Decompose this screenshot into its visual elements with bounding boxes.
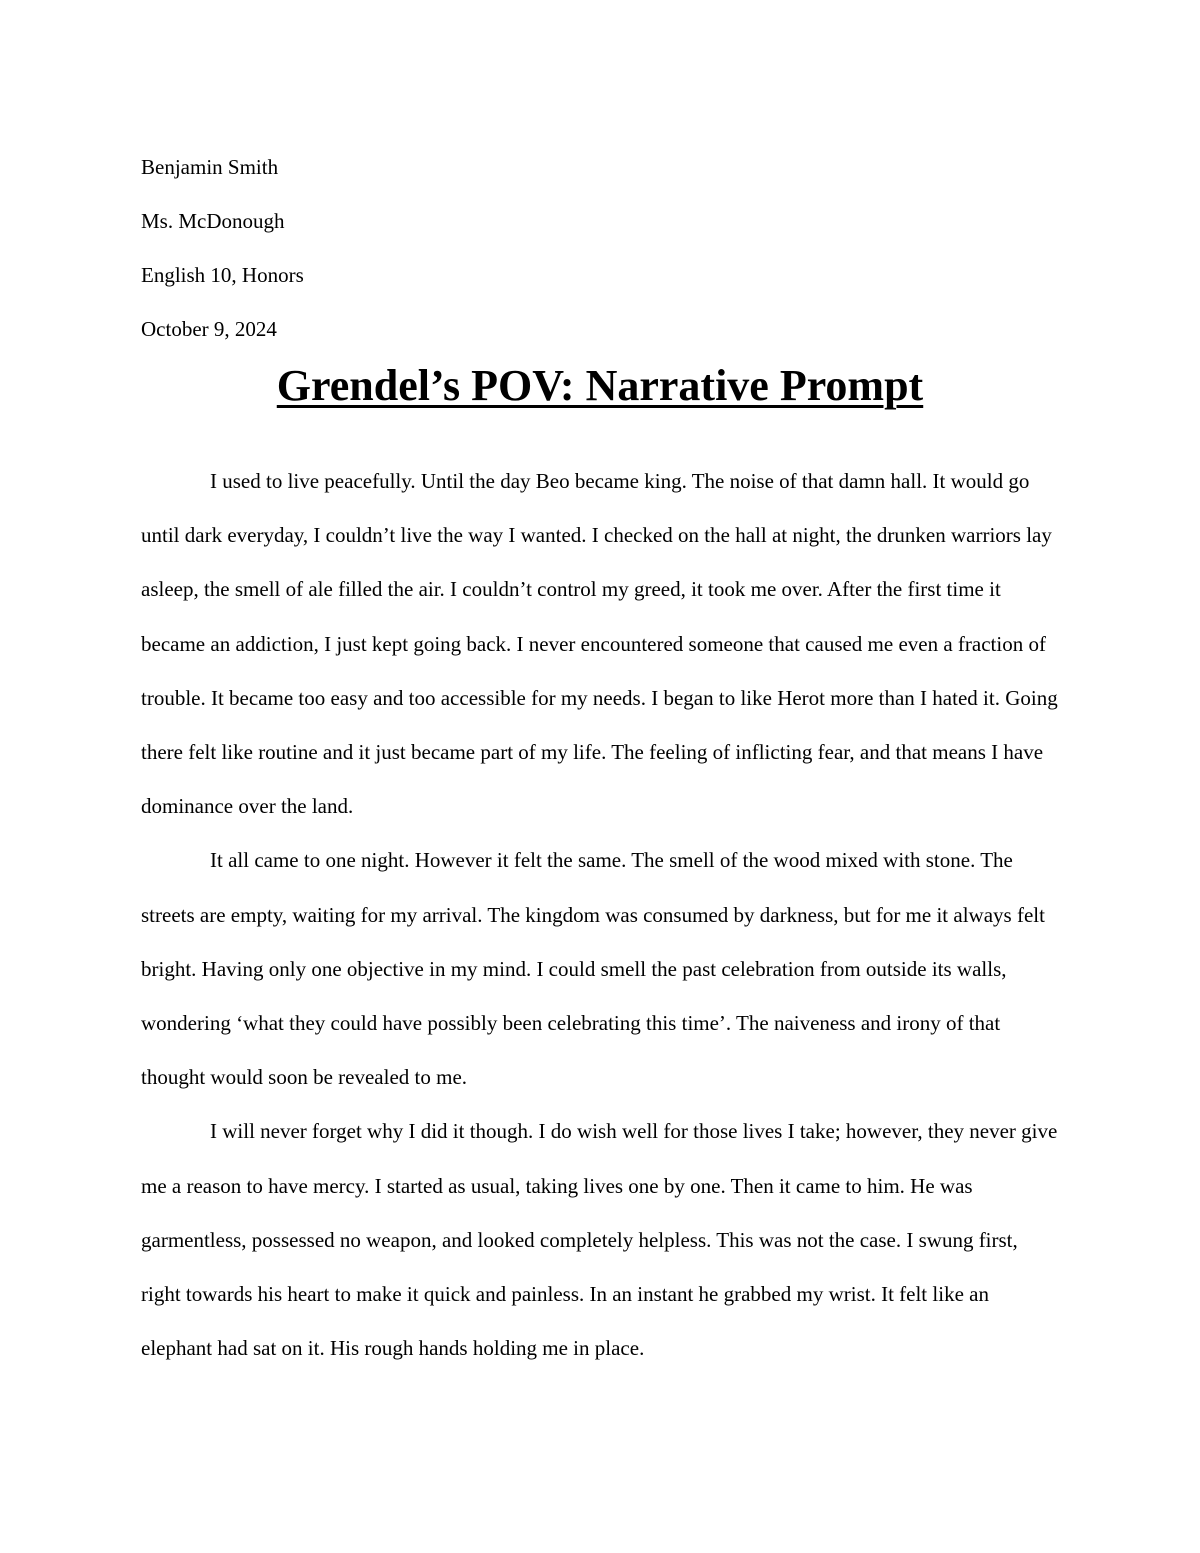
paragraph-1: I used to live peacefully. Until the day Beo became king. The noise of that damn hall. It would go until dark everyday, I couldn’t live the way I wanted. I checked on the hall at night, the drunken warriors lay asleep, the smell of ale filled the air. I couldn’t control my greed, it took me over. After the first time it became an addiction, I just kept going back. I never encountered someone that caused me even a fraction of trouble. It became too easy and too accessible for my needs. I began to like Herot more than I hated it. Going there felt like routine and it just became part of my life. The feeling of inflicting fear, and that means I have dominance over the land. (141, 469, 1058, 819)
assignment-date: October 9, 2024 (141, 317, 277, 341)
paragraph-3: I will never forget why I did it though. I do wish well for those lives I take; however, they never give me a reason to have mercy. I started as usual, taking lives one by one. Then it came to him. He was garmentless, possessed no weapon, and looked completely helpless. This was not the case. I swung first, right towards his heart to make it quick and painless. In an instant he grabbed my wrist. It felt like an elephant had sat on it. His rough hands holding me in place. (141, 1119, 1058, 1361)
teacher-name: Ms. McDonough (141, 209, 285, 233)
essay-body (141, 454, 1059, 1375)
heading-block (141, 140, 1041, 356)
paragraph-2: It all came to one night. However it felt the same. The smell of the wood mixed with stone. The streets are empty, waiting for my arrival. The kingdom was consumed by darkness, but for me it always felt bright. Having only one objective in my mind. I could smell the past celebration from outside its walls, wondering ‘what they could have possibly been celebrating this time’. The naiveness and irony of that thought would soon be revealed to me. (141, 848, 1045, 1090)
course-name: English 10, Honors (141, 263, 304, 287)
document-title: Grendel’s POV: Narrative Prompt (276, 361, 924, 410)
student-name: Benjamin Smith (141, 155, 279, 179)
